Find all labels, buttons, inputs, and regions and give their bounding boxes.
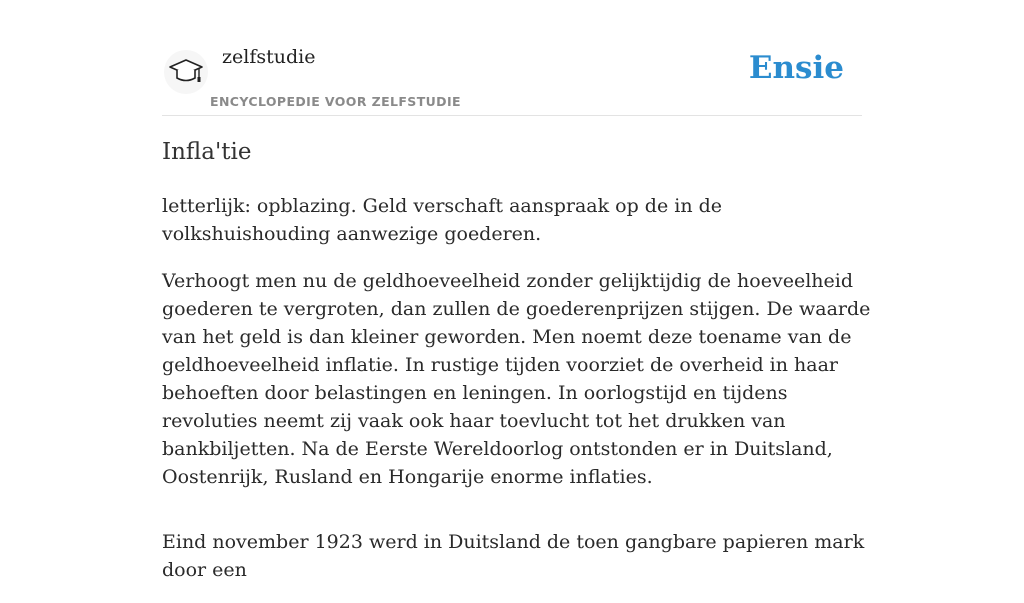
graduation-cap-svg <box>168 56 204 88</box>
article-title: Infla'tie <box>162 139 252 165</box>
site-tagline: ENCYCLOPEDIE VOOR ZELFSTUDIE <box>210 94 461 109</box>
page <box>162 0 871 581</box>
article-paragraph-3: Eind november 1923 werd in Duitsland de toen gangbare papieren mark door een <box>162 531 865 581</box>
article-paragraph-1: letterlijk: opblazing. Geld verschaft aanspraak op de in de volkshuishouding aanwezige goederen. <box>162 195 723 245</box>
ensie-brand-link[interactable]: Ensie <box>748 50 844 86</box>
site-header <box>162 0 862 116</box>
graduation-cap-icon[interactable] <box>164 50 208 94</box>
article-body <box>162 192 874 603</box>
article-paragraph-2: Verhoogt men nu de geldhoeveelheid zonder gelijktijdig de hoeveelheid goederen te vergroten, dan zullen de goederenprijzen stijgen. De waarde van het geld is dan kleiner geworden. Men noemt deze toename van de geldhoeveelheid inflatie. In rustige tijden voorziet de overheid in haar behoeften door belastingen en leningen. In oorlogstijd en tijdens revoluties neemt zij vaak ook haar toevlucht tot het drukken van bankbiljetten. Na de Eerste Wereldoorlog ontstonden er in Duitsland, Oostenrijk, Rusland en Hongarije enorme inflaties. <box>162 270 871 488</box>
site-name[interactable]: zelfstudie <box>222 46 316 68</box>
